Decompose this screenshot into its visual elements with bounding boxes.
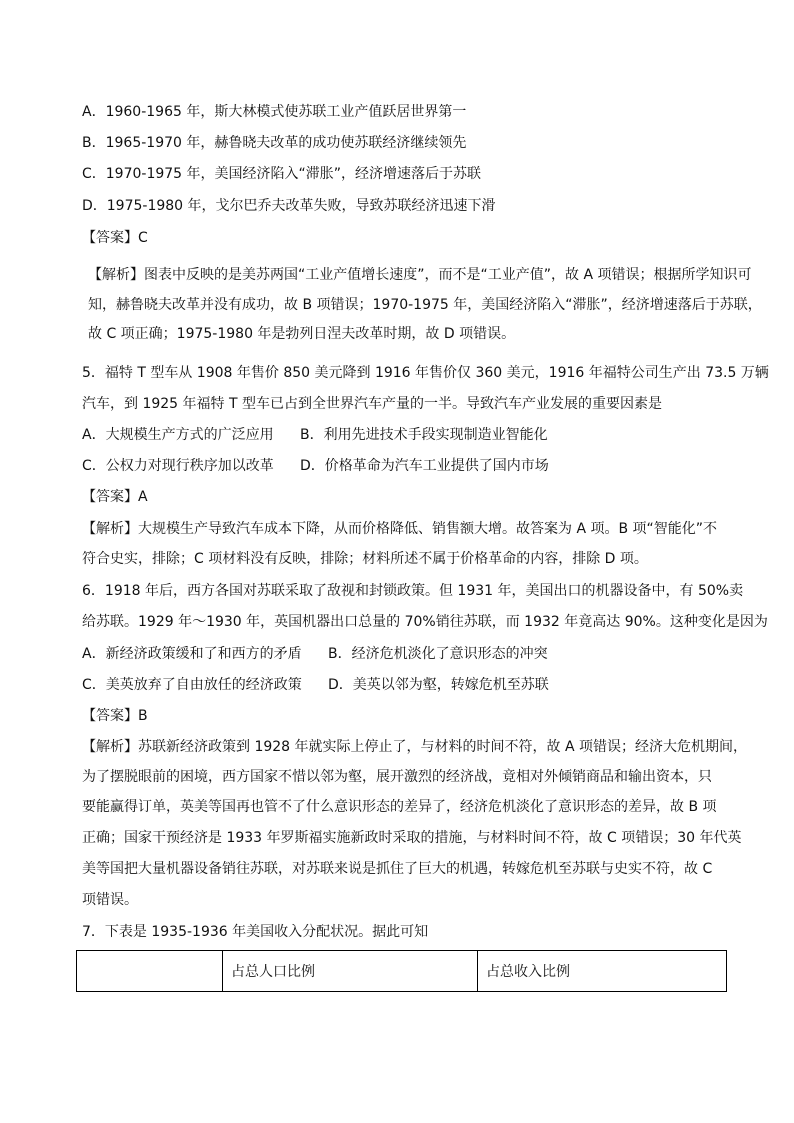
q6-analysis-line-4: 正确；国家干预经济是 1933 年罗斯福实施新政时采取的措施，与材料时间不符，故 C 项错误；30 年代英	[82, 830, 742, 846]
q4-option-d: D．1975-1980 年，戈尔巴乔夫改革失败，导致苏联经济迅速下滑	[82, 198, 496, 214]
q5-option-a: A．大规模生产方式的广泛应用	[82, 427, 274, 443]
q6-stem-line-1: 6．1918 年后，西方各国对苏联采取了敌视和封锁政策。但 1931 年，美国出口的机器设备中，有 50%卖	[82, 583, 744, 599]
q7-stem: 7．下表是 1935-1936 年美国收入分配状况。据此可知	[82, 924, 429, 940]
q6-analysis-line-2: 为了摆脱眼前的困境，西方国家不惜以邻为壑，展开激烈的经济战，竟相对外倾销商品和输出资本，只	[82, 769, 712, 785]
q4-option-a: A．1960-1965 年，斯大林模式使苏联工业产值跃居世界第一	[82, 104, 467, 120]
q6-analysis-line-6: 项错误。	[82, 892, 138, 908]
q6-analysis-line-3: 要能赢得订单，英美等国再也管不了什么意识形态的差异了，经济危机淡化了意识形态的差异，故 B 项	[82, 799, 717, 815]
q6-option-a: A．新经济政策缓和了和西方的矛盾	[82, 646, 302, 662]
q5-option-c: C．公权力对现行秩序加以改革	[82, 458, 274, 474]
q4-analysis-line-3: 故 C 项正确；1975-1980 年是勃列日涅夫改革时期，故 D 项错误。	[88, 326, 516, 342]
table-header-population-share: 占总人口比例	[223, 951, 478, 992]
table-header-income-share: 占总收入比例	[478, 951, 727, 992]
q4-option-b: B．1965-1970 年，赫鲁晓夫改革的成功使苏联经济继续领先	[82, 135, 467, 151]
q4-option-c: C．1970-1975 年，美国经济陷入“滞胀”，经济增速落后于苏联	[82, 166, 482, 182]
q5-stem-line-2: 汽车，到 1925 年福特 T 型车已占到全世界汽车产量的一半。导致汽车产业发展的重要因素是	[82, 396, 662, 412]
q6-stem-line-2: 给苏联。1929 年～1930 年，英国机器出口总量的 70%销往苏联，而 1932 年竟高达 90%。这种变化是因为	[82, 614, 768, 630]
income-distribution-table	[76, 950, 727, 992]
q5-analysis-line-2: 符合史实，排除；C 项材料没有反映，排除；材料所述不属于价格革命的内容，排除 D 项。	[82, 551, 648, 567]
table-header-row	[77, 951, 727, 992]
q4-analysis-line-1: 【解析】图表中反映的是美苏两国“工业产值增长速度”，而不是“工业产值”，故 A 项错误；根据所学知识可	[88, 267, 752, 283]
table-header-cell-blank	[77, 951, 223, 992]
q4-answer: 【答案】C	[82, 230, 148, 246]
q6-option-d: D．美英以邻为壑，转嫁危机至苏联	[328, 677, 549, 693]
q6-answer: 【答案】B	[82, 708, 148, 724]
q5-answer: 【答案】A	[82, 489, 148, 505]
q6-option-c: C．美英放弃了自由放任的经济政策	[82, 677, 302, 693]
q6-analysis-line-5: 美等国把大量机器设备销往苏联，对苏联来说是抓住了巨大的机遇，转嫁危机至苏联与史实不符，故 C	[82, 861, 713, 877]
q5-analysis-line-1: 【解析】大规模生产导致汽车成本下降，从而价格降低、销售额大增。故答案为 A 项。B 项“智能化”不	[82, 521, 718, 537]
q4-analysis-line-2: 知，赫鲁晓夫改革并没有成功，故 B 项错误；1970-1975 年，美国经济陷入“滞胀”，经济增速落后于苏联，	[88, 297, 762, 313]
q5-option-d: D．价格革命为汽车工业提供了国内市场	[300, 458, 549, 474]
q6-option-b: B．经济危机淡化了意识形态的冲突	[328, 646, 548, 662]
q5-option-b: B．利用先进技术手段实现制造业智能化	[300, 427, 548, 443]
q6-analysis-line-1: 【解析】苏联新经济政策到 1928 年就实际上停止了，与材料的时间不符，故 A 项错误；经济大危机期间，	[82, 739, 748, 755]
q5-stem-line-1: 5．福特 T 型车从 1908 年售价 850 美元降到 1916 年售价仅 360 美元，1916 年福特公司生产出 73.5 万辆	[82, 365, 769, 381]
